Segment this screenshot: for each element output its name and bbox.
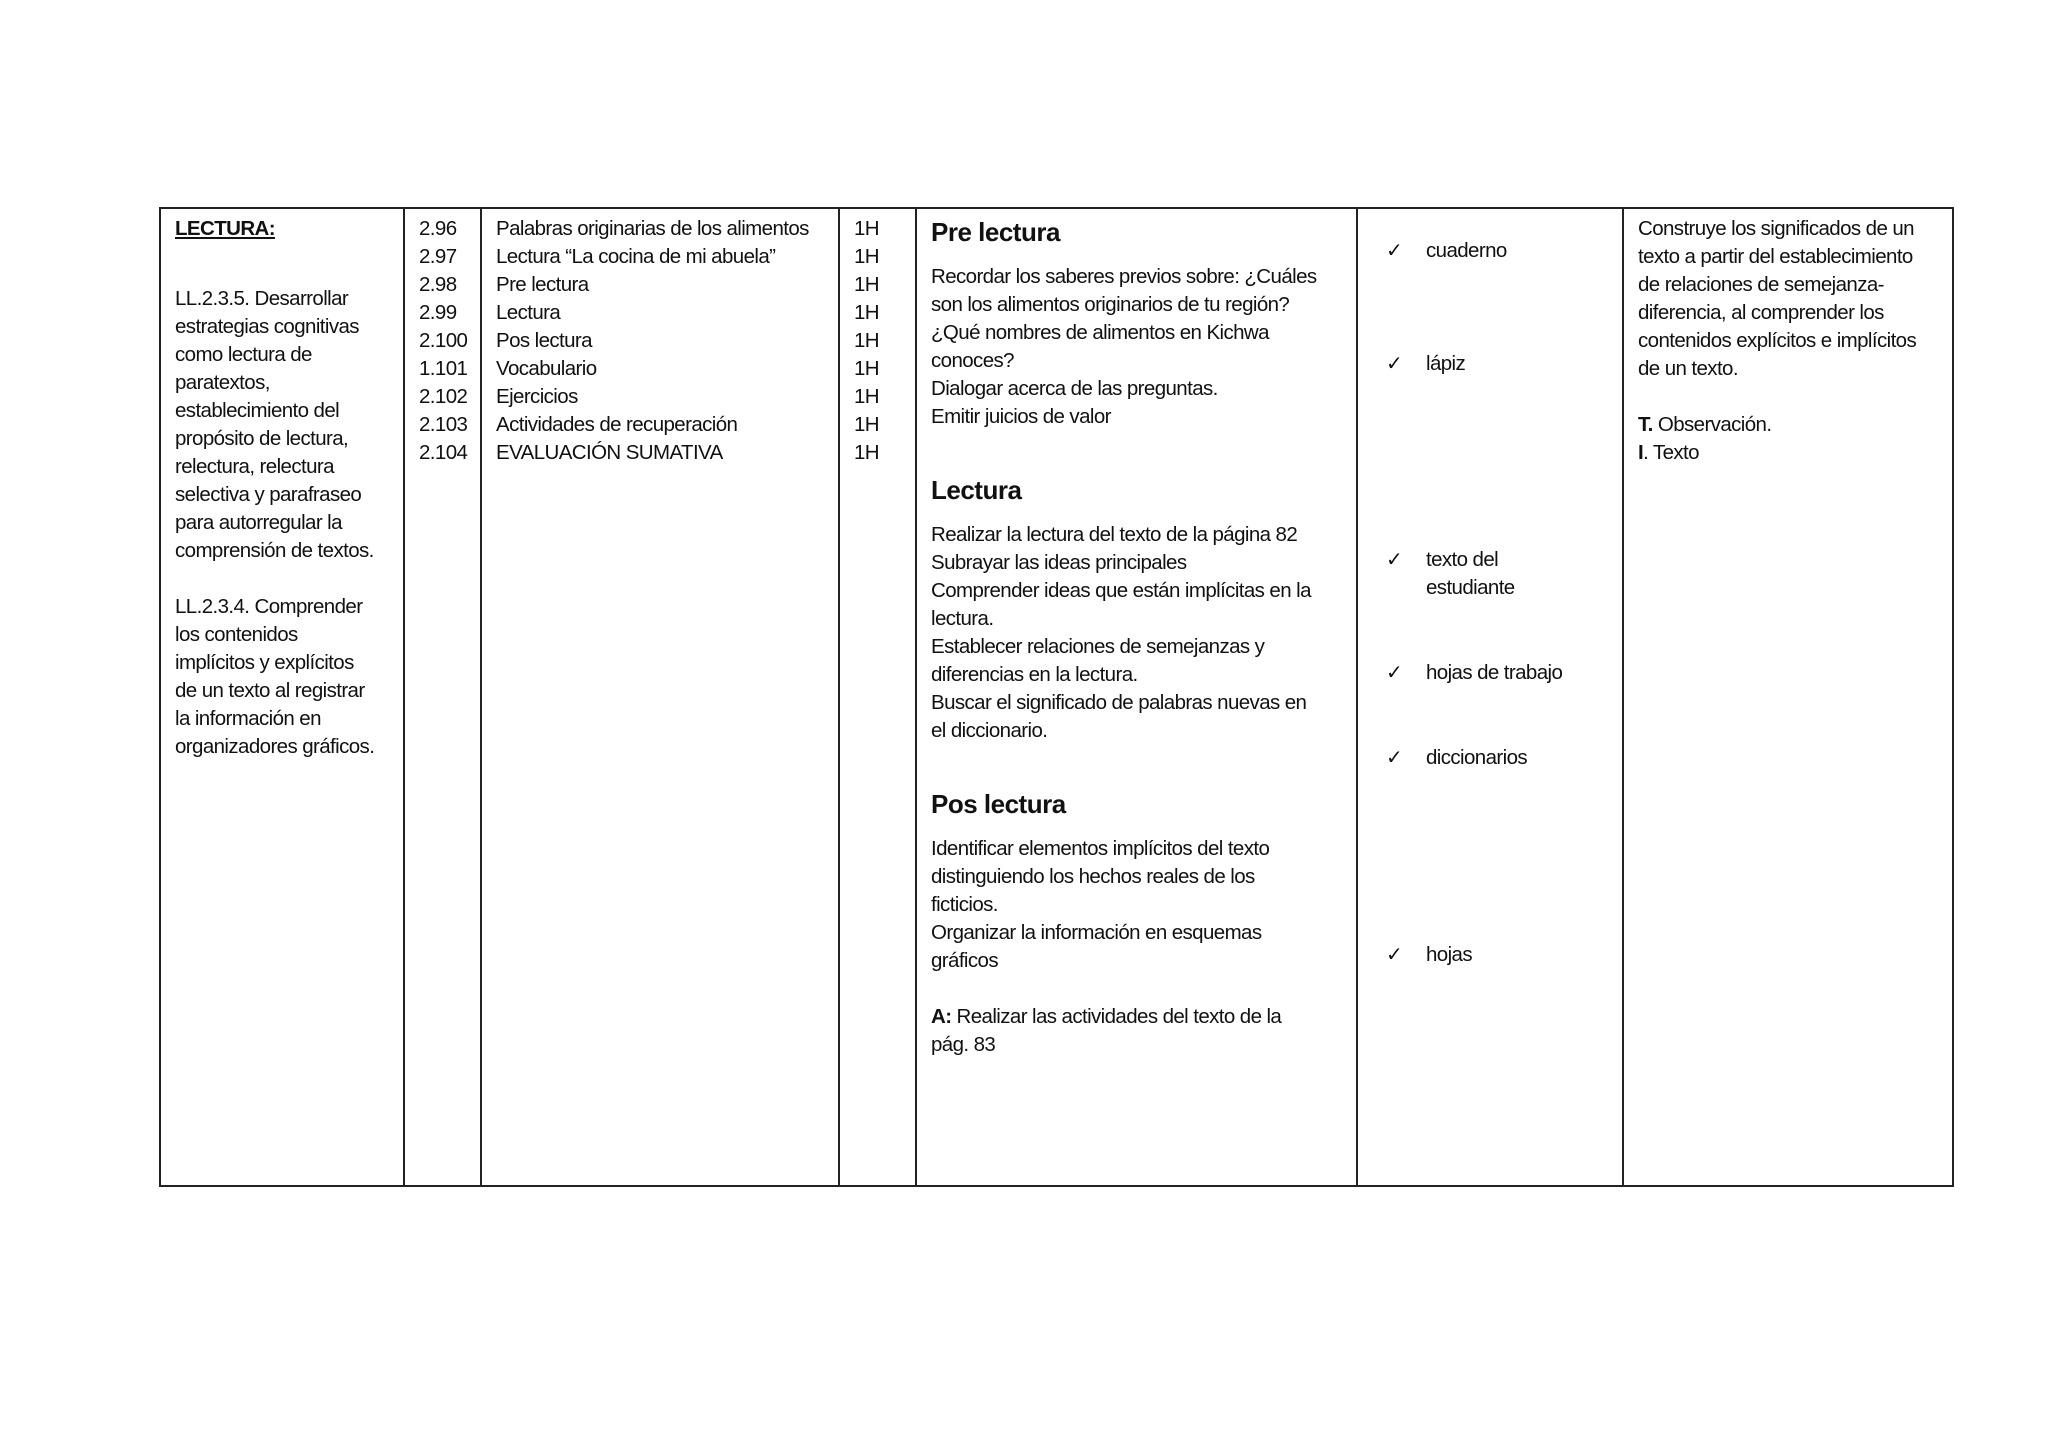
resources-cell: [1357, 208, 1623, 1186]
activity-line: diferencias en la lectura.: [931, 663, 1138, 686]
resource-label: hojas de trabajo: [1426, 661, 1563, 684]
code-item: 2.98: [419, 273, 457, 296]
resource-label: cuaderno: [1426, 239, 1507, 262]
activity-line: lectura.: [931, 607, 994, 630]
activity-label: A:: [931, 1005, 952, 1028]
activity-line: distinguiendo los hechos reales de los: [931, 865, 1255, 888]
skill-1-line: relectura, relectura: [175, 455, 334, 478]
criterion-line: de relaciones de semejanza-: [1638, 273, 1884, 296]
skill-2-line: LL.2.3.4. Comprender: [175, 595, 363, 618]
skill-2-line: de un texto al registrar: [175, 679, 365, 702]
skill-1-line: paratextos,: [175, 371, 270, 394]
code-item: 2.102: [419, 385, 468, 408]
skill-1-line: LL.2.3.5. Desarrollar: [175, 287, 349, 310]
topic-item: Lectura: [496, 301, 561, 324]
resource-label: [1426, 546, 1515, 602]
activity-line: Establecer relaciones de semejanzas y: [931, 635, 1265, 658]
resource-item: [1386, 941, 1472, 969]
hours-item: 1H: [854, 441, 880, 464]
skill-1-line: propósito de lectura,: [175, 427, 349, 450]
activity-line: Realizar la lectura del texto de la página 82: [931, 523, 1298, 546]
activities-cell: [916, 208, 1357, 1186]
check-icon: ✓: [1386, 662, 1403, 684]
reading-title: Lectura: [931, 475, 1022, 505]
topic-item: Palabras originarias de los alimentos: [496, 217, 809, 240]
hours-item: 1H: [854, 357, 880, 380]
resource-item: [1386, 546, 1515, 602]
instrument-value: . Texto: [1643, 441, 1699, 464]
topic-item: Lectura “La cocina de mi abuela”: [496, 245, 776, 268]
topic-item: Pos lectura: [496, 329, 592, 352]
post-reading-title: Pos lectura: [931, 789, 1066, 819]
activity-line: son los alimentos originarios de tu región?: [931, 293, 1290, 316]
topics-cell: [481, 208, 839, 1186]
skill-1-line: selectiva y parafraseo: [175, 483, 362, 506]
activity-line: Emitir juicios de valor: [931, 405, 1111, 428]
skill-2-line: la información en: [175, 707, 321, 730]
code-item: 1.101: [419, 357, 468, 380]
activity-line: ficticios.: [931, 893, 998, 916]
activity-line: gráficos: [931, 949, 998, 972]
technique-value: Observación.: [1652, 413, 1772, 436]
hours-item: 1H: [854, 301, 880, 324]
activity-line: pág. 83: [931, 1033, 996, 1056]
activity-line: Dialogar acerca de las preguntas.: [931, 377, 1218, 400]
check-icon: ✓: [1386, 944, 1403, 966]
code-item: 2.97: [419, 245, 457, 268]
activity-line: Organizar la información en esquemas: [931, 921, 1262, 944]
criterion-line: Construye los significados de un: [1638, 217, 1914, 240]
activity-text: Realizar las actividades del texto de la: [951, 1005, 1282, 1028]
codes-cell: [404, 208, 481, 1186]
skill-1-line: como lectura de: [175, 343, 312, 366]
activity-line: el diccionario.: [931, 719, 1048, 742]
skill-2-line: implícitos y explícitos: [175, 651, 354, 674]
hours-item: 1H: [854, 385, 880, 408]
section-heading: LECTURA:: [175, 217, 275, 240]
technique-label: T.: [1638, 413, 1653, 436]
skill-2-line: los contenidos: [175, 623, 298, 646]
skill-2-line: organizadores gráficos.: [175, 735, 375, 758]
hours-item: 1H: [854, 245, 880, 268]
criterion-line: texto a partir del establecimiento: [1638, 245, 1913, 268]
resource-item: [1386, 237, 1507, 265]
activity-line: Subrayar las ideas principales: [931, 551, 1187, 574]
activity-line: ¿Qué nombres de alimentos en Kichwa: [931, 321, 1269, 344]
code-item: 2.100: [419, 329, 468, 352]
topic-item: Vocabulario: [496, 357, 597, 380]
instrument-label: I: [1638, 441, 1644, 464]
resource-label-line: estudiante: [1426, 576, 1515, 599]
activity-line: conoces?: [931, 349, 1014, 372]
instrument-line: [1638, 439, 1938, 467]
table-row: [160, 208, 1953, 1186]
activity-line: Identificar elementos implícitos del texto: [931, 837, 1270, 860]
resource-label: lápiz: [1426, 352, 1466, 375]
evaluation-cell: [1623, 208, 1953, 1186]
activity-line: [931, 1003, 1342, 1031]
criterion-line: contenidos explícitos e implícitos: [1638, 329, 1917, 352]
check-icon: ✓: [1386, 240, 1403, 262]
resource-label-line: texto del: [1426, 548, 1499, 571]
resource-label: hojas: [1426, 943, 1473, 966]
hours-item: 1H: [854, 273, 880, 296]
criterion-line: de un texto.: [1638, 357, 1738, 380]
check-icon: ✓: [1386, 353, 1403, 375]
code-item: 2.103: [419, 413, 468, 436]
pre-reading-title: Pre lectura: [931, 217, 1060, 247]
resource-item: [1386, 350, 1465, 378]
technique-line: [1638, 411, 1938, 439]
skill-1-line: estrategias cognitivas: [175, 315, 359, 338]
check-icon: ✓: [1386, 549, 1403, 571]
hours-item: 1H: [854, 413, 880, 436]
hours-item: 1H: [854, 217, 880, 240]
activity-line: Comprender ideas que están implícitas en la: [931, 579, 1311, 602]
lesson-plan-table: [159, 207, 1954, 1187]
criterion-line: diferencia, al comprender los: [1638, 301, 1884, 324]
code-item: 2.104: [419, 441, 468, 464]
activity-line: Recordar los saberes previos sobre: ¿Cuáles: [931, 265, 1317, 288]
code-item: 2.96: [419, 217, 457, 240]
topic-item: Actividades de recuperación: [496, 413, 738, 436]
code-item: 2.99: [419, 301, 457, 324]
resource-item: [1386, 744, 1527, 772]
topic-item: Ejercicios: [496, 385, 578, 408]
hours-item: 1H: [854, 329, 880, 352]
skill-1-line: para autorregular la: [175, 511, 342, 534]
topic-item: Pre lectura: [496, 273, 589, 296]
skills-cell: [160, 208, 404, 1186]
hours-cell: [839, 208, 916, 1186]
topic-item: EVALUACIÓN SUMATIVA: [496, 441, 723, 464]
resource-item: [1386, 659, 1562, 687]
skill-1-line: establecimiento del: [175, 399, 340, 422]
check-icon: ✓: [1386, 747, 1403, 769]
skill-1-line: comprensión de textos.: [175, 539, 374, 562]
activity-line: Buscar el significado de palabras nuevas en: [931, 691, 1307, 714]
resource-label: diccionarios: [1426, 746, 1528, 769]
